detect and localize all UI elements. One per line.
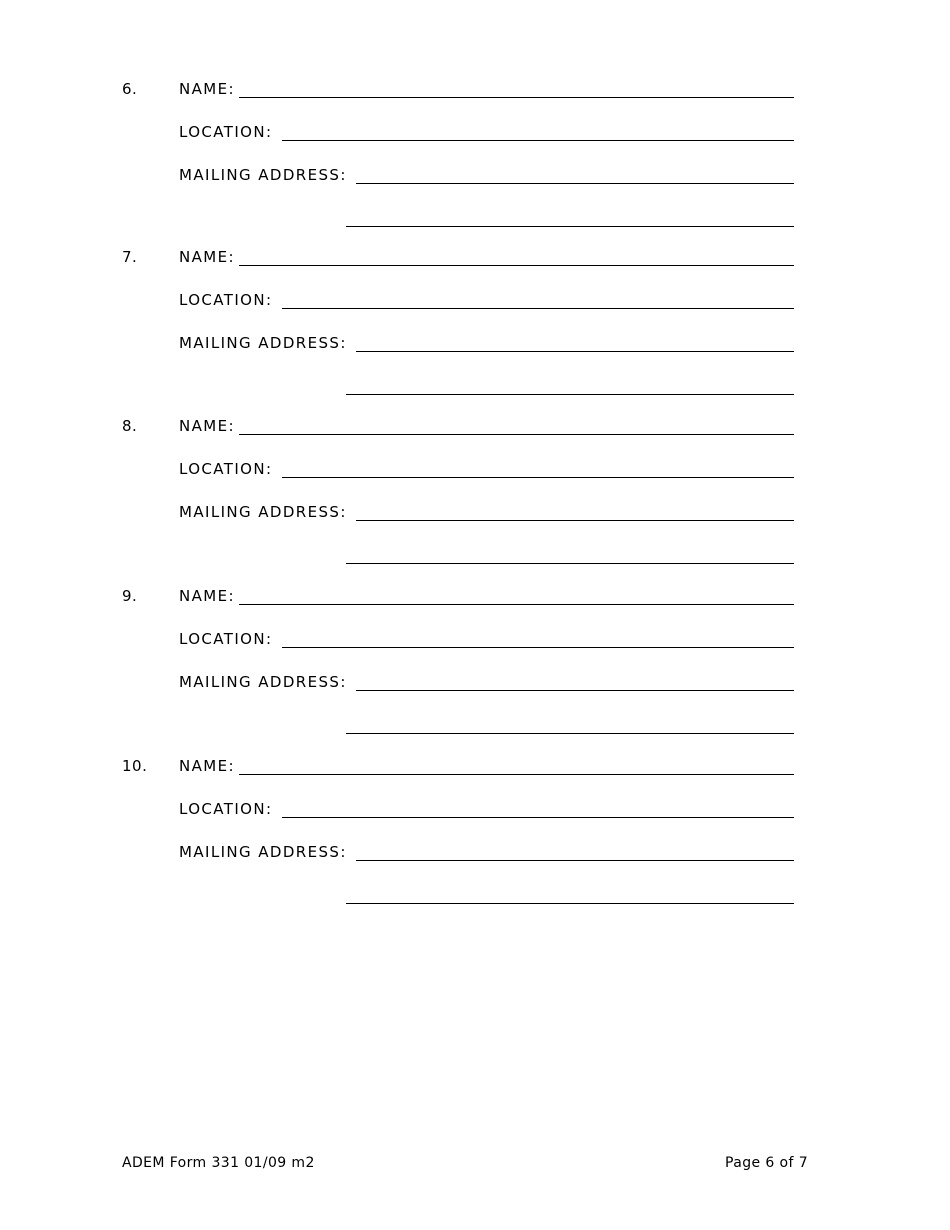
location-field-line[interactable]	[282, 817, 794, 818]
mailing-address-label: MAILING ADDRESS:	[179, 843, 347, 861]
location-field-line[interactable]	[282, 647, 794, 648]
mailing-address-field-line[interactable]	[356, 183, 794, 184]
name-field-line[interactable]	[239, 434, 794, 435]
mailing-address-field-line-2[interactable]	[346, 903, 794, 904]
location-label: LOCATION:	[179, 800, 273, 818]
mailing-address-label: MAILING ADDRESS:	[179, 673, 347, 691]
entry-10	[0, 757, 950, 927]
name-label: NAME:	[179, 587, 235, 605]
location-label: LOCATION:	[179, 630, 273, 648]
location-label: LOCATION:	[179, 291, 273, 309]
name-field-line[interactable]	[239, 97, 794, 98]
location-label: LOCATION:	[179, 123, 273, 141]
entry-number: 9.	[122, 587, 138, 605]
mailing-address-field-line[interactable]	[356, 860, 794, 861]
entry-6	[0, 80, 950, 250]
entry-9	[0, 587, 950, 757]
mailing-address-field-line[interactable]	[356, 351, 794, 352]
mailing-address-label: MAILING ADDRESS:	[179, 166, 347, 184]
mailing-address-field-line[interactable]	[356, 690, 794, 691]
location-field-line[interactable]	[282, 140, 794, 141]
mailing-address-label: MAILING ADDRESS:	[179, 334, 347, 352]
entry-8	[0, 417, 950, 587]
mailing-address-field-line-2[interactable]	[346, 394, 794, 395]
name-label: NAME:	[179, 417, 235, 435]
entry-number: 6.	[122, 80, 138, 98]
entry-number: 10.	[122, 757, 148, 775]
form-identifier: ADEM Form 331 01/09 m2	[122, 1155, 315, 1171]
page-number: Page 6 of 7	[725, 1155, 808, 1171]
entry-7	[0, 248, 950, 418]
name-field-line[interactable]	[239, 774, 794, 775]
entry-number: 7.	[122, 248, 138, 266]
mailing-address-field-line-2[interactable]	[346, 563, 794, 564]
name-field-line[interactable]	[239, 265, 794, 266]
entry-number: 8.	[122, 417, 138, 435]
location-field-line[interactable]	[282, 477, 794, 478]
name-label: NAME:	[179, 80, 235, 98]
mailing-address-field-line[interactable]	[356, 520, 794, 521]
location-field-line[interactable]	[282, 308, 794, 309]
mailing-address-label: MAILING ADDRESS:	[179, 503, 347, 521]
mailing-address-field-line-2[interactable]	[346, 733, 794, 734]
location-label: LOCATION:	[179, 460, 273, 478]
name-label: NAME:	[179, 757, 235, 775]
name-field-line[interactable]	[239, 604, 794, 605]
mailing-address-field-line-2[interactable]	[346, 226, 794, 227]
name-label: NAME:	[179, 248, 235, 266]
